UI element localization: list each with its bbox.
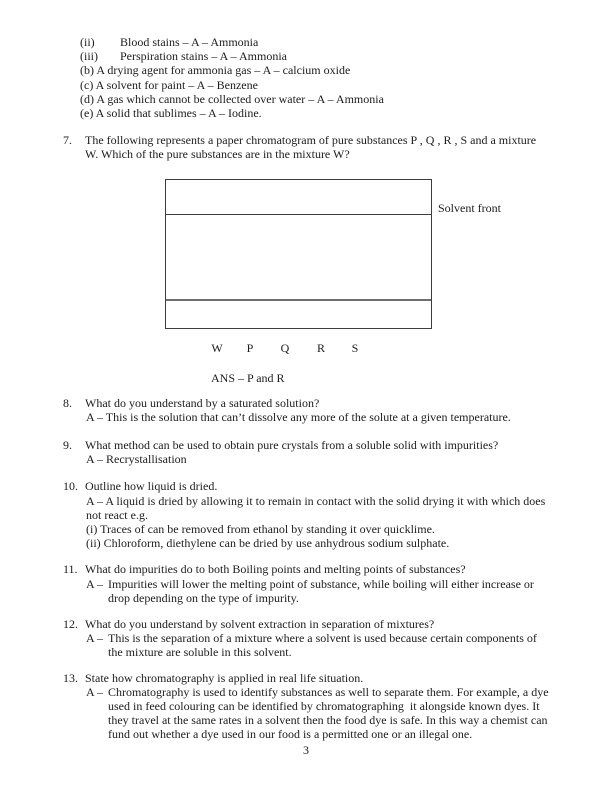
answer-text: the mixture are soluble in this solvent. xyxy=(108,645,292,660)
question-9 xyxy=(63,438,612,467)
question-number: 13. xyxy=(63,670,78,685)
baseline-line xyxy=(166,299,431,301)
answer-line: This is the separation of a mixture where a solvent is used because certain components of xyxy=(108,631,537,646)
question-12 xyxy=(63,617,612,660)
answer-text xyxy=(86,576,612,591)
question-number: 12. xyxy=(63,617,78,632)
answer-text: (i) Traces of can be removed from ethanol by standing it over quicklime. xyxy=(86,522,435,537)
question-number: 8. xyxy=(63,395,72,410)
answer-line: Chromatography is used to identify substances as well to separate them. For example, a dye xyxy=(108,684,549,699)
answer-text: not react e.g. xyxy=(86,507,148,522)
list-item-label: (iii) xyxy=(80,49,98,64)
question-7 xyxy=(63,133,612,162)
question-number: 9. xyxy=(63,438,72,453)
answer-text: (ii) Chloroform, diethylene can be dried by use anhydrous sodium sulphate. xyxy=(86,536,450,551)
answer-text: A – A liquid is dried by allowing it to remain in contact with the solid drying it with which does xyxy=(86,493,546,508)
lane-label-r: R xyxy=(316,340,326,355)
list-item xyxy=(80,49,612,63)
list-item-text: Perspiration stains – A – Ammonia xyxy=(120,49,287,64)
question-11 xyxy=(63,562,612,605)
chromatogram-paper-box xyxy=(165,179,432,329)
answer-text xyxy=(86,631,612,646)
list-item: (b) A drying agent for ammonia gas – A – calcium oxide xyxy=(80,63,351,78)
question-text: What method can be used to obtain pure crystals from a soluble solid with impurities? xyxy=(85,438,499,453)
answer-line: Impurities will lower the melting point of substance, while boiling will either increase or xyxy=(108,576,534,591)
answer-text: A – This is the solution that can’t dissolve any more of the solute at a given temperature. xyxy=(86,409,511,424)
question-number: 11. xyxy=(63,562,78,577)
question-text: W. Which of the pure substances are in the mixture W? xyxy=(85,147,350,162)
question-text: What do impurities do to both Boiling points and melting points of substances? xyxy=(85,562,466,577)
diagram-answer: ANS – P and R xyxy=(211,370,285,385)
list-item xyxy=(80,35,612,49)
solvent-front-label: Solvent front xyxy=(438,200,501,215)
question-text: What do you understand by a saturated solution? xyxy=(85,395,320,410)
question-text: The following represents a paper chromatogram of pure substances P , Q , R , S and a mixture xyxy=(85,133,537,148)
lane-label-s: S xyxy=(351,340,359,355)
question-10 xyxy=(63,479,612,551)
answer-label: A – xyxy=(86,684,104,699)
solvent-front-line xyxy=(165,214,432,215)
answer-text: they travel at the same rates in a solvent then the food dye is safe. In this way a chemist can xyxy=(108,713,548,728)
question-number: 7. xyxy=(63,133,72,148)
lane-label-p: P xyxy=(246,340,254,355)
page-number: 3 xyxy=(303,742,309,757)
question-text: What do you understand by solvent extraction in separation of mixtures? xyxy=(85,617,435,632)
list-item: (d) A gas which cannot be collected over water – A – Ammonia xyxy=(80,91,384,106)
top-answer-list xyxy=(80,0,612,120)
answer-label: A – xyxy=(86,576,104,591)
chromatogram-diagram xyxy=(0,179,612,385)
answer-label: A – xyxy=(86,631,104,646)
answer-text: fund out whether a dye used in our food is a permitted one or an illegal one. xyxy=(108,727,473,742)
answer-text: A – Recrystallisation xyxy=(86,452,187,467)
list-item-label: (ii) xyxy=(80,35,95,49)
answer-text: drop depending on the type of impurity. xyxy=(108,590,299,605)
list-item: (e) A solid that sublimes – A – Iodine. xyxy=(80,106,262,121)
question-8 xyxy=(63,395,612,424)
answer-text: used in feed colouring can be identified by chromatographing it alongside known dyes. It xyxy=(108,699,540,714)
list-item: (c) A solvent for paint – A – Benzene xyxy=(80,77,258,92)
question-text: State how chromatography is applied in real life situation. xyxy=(85,670,364,685)
list-item-text: Blood stains – A – Ammonia xyxy=(120,35,259,49)
lane-label-q: Q xyxy=(280,340,290,355)
question-number: 10. xyxy=(63,479,78,494)
question-text: Outline how liquid is dried. xyxy=(85,479,218,494)
question-13 xyxy=(63,670,612,742)
answer-text xyxy=(86,684,612,699)
lane-label-w: W xyxy=(211,340,223,355)
